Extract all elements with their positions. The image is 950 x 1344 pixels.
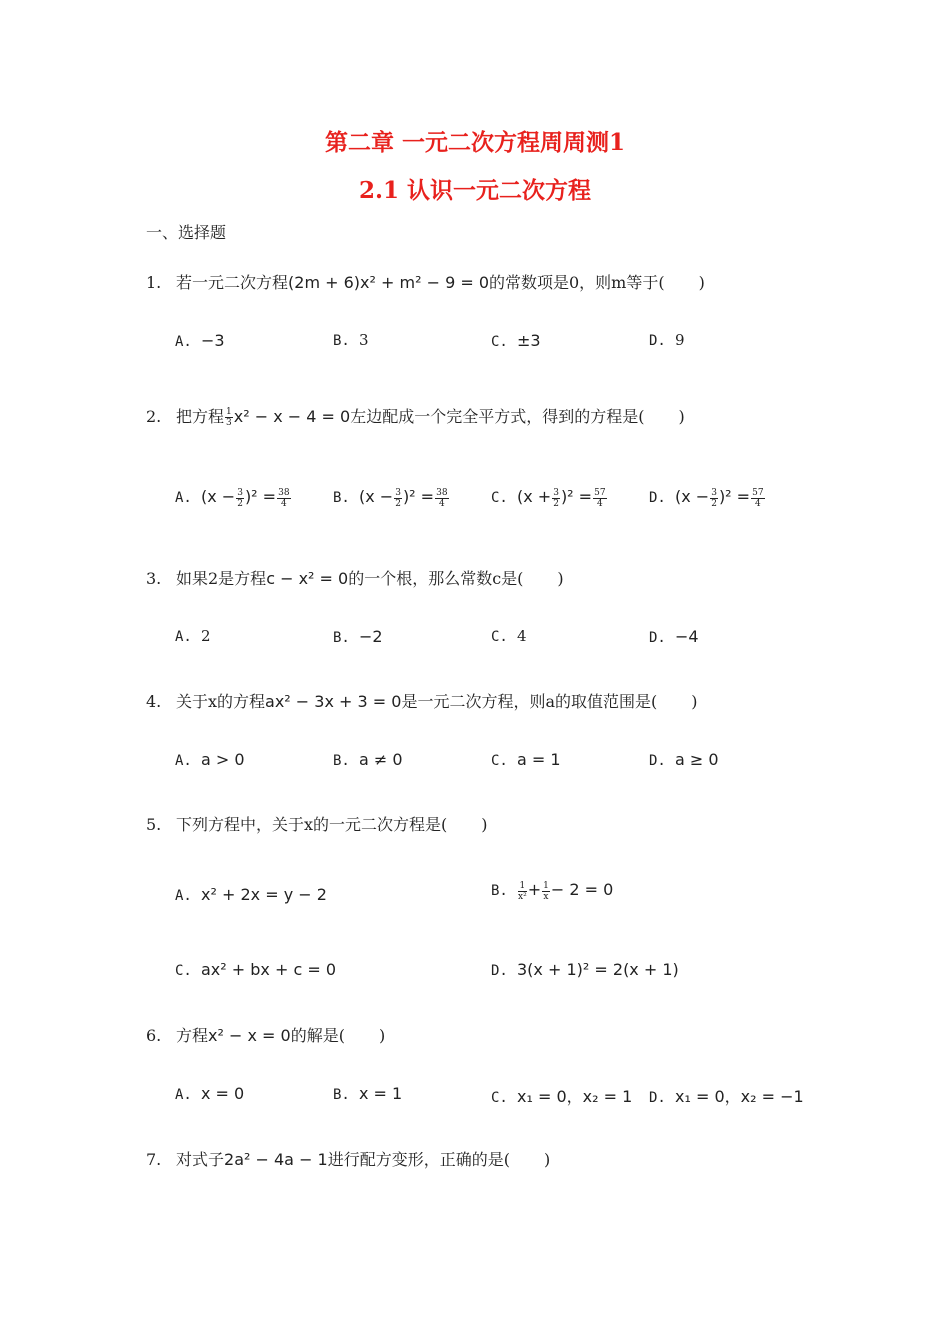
option-d[interactable] (649, 1084, 804, 1107)
option-label: B. (333, 630, 350, 646)
question-text-tail: 的一个根，那么常数c是( (348, 569, 524, 588)
option-value: a ≥ 0 (675, 750, 719, 769)
question-text: 把方程 (176, 407, 225, 426)
option-label: B. (333, 1087, 350, 1103)
option-value: (x − (359, 487, 394, 506)
option-b[interactable] (333, 627, 383, 646)
section-heading: 一、选择题 (146, 223, 227, 242)
question-text-tail: 左边配成一个完全平方式，得到的方程是( (350, 407, 645, 426)
option-value: a > 0 (201, 750, 245, 769)
option-value: x₁ = 0，x₂ = 1 (517, 1087, 633, 1106)
close-paren: ) (691, 692, 698, 711)
question-4 (146, 689, 698, 712)
option-value: x = 0 (201, 1084, 245, 1103)
option-value: + (527, 880, 542, 899)
question-equation: x² − x − 4 = 0 (233, 407, 351, 426)
option-value: 3(x + 1)² = 2(x + 1) (517, 960, 679, 979)
fraction: $\frac{3}{2}$ (711, 487, 717, 509)
option-label: C. (491, 753, 508, 769)
question-equation: 2a² − 4a − 1 (224, 1150, 328, 1169)
option-b[interactable] (333, 331, 369, 349)
option-label: B. (333, 333, 350, 349)
option-value: 3 (359, 331, 369, 349)
option-label: A. (175, 490, 192, 506)
close-paren: ) (481, 815, 488, 834)
option-label: B. (491, 883, 508, 899)
option-label: B. (333, 753, 350, 769)
option-a[interactable] (175, 487, 292, 509)
option-c[interactable] (491, 331, 541, 350)
question-equation: c − x² = 0 (266, 569, 349, 588)
option-value: (x + (517, 487, 552, 506)
question-equation: (2m + 6)x² + m² − 9 = 0 (288, 273, 489, 292)
option-label: D. (649, 490, 666, 506)
option-a[interactable] (175, 1084, 244, 1103)
option-label: A. (175, 629, 192, 645)
question-number: 3. (146, 569, 162, 588)
question-number: 7. (146, 1150, 162, 1169)
question-text: 方程 (176, 1026, 209, 1045)
question-text-tail: 是一元二次方程，则a的取值范围是( (401, 692, 658, 711)
option-a[interactable] (175, 331, 225, 350)
question-5 (146, 812, 488, 835)
fraction: $\frac{3}{2}$ (237, 487, 243, 509)
fraction: $\frac{38}{4}$ (278, 487, 290, 509)
option-b[interactable] (333, 487, 450, 509)
question-3 (146, 566, 564, 589)
page-title: 第二章 一元二次方程周周测1 (324, 129, 625, 156)
question-text-tail: 的常数项是0，则m等于( (489, 273, 665, 292)
fraction: $\frac{38}{4}$ (436, 487, 448, 509)
question-equation: ax² − 3x + 3 = 0 (265, 692, 402, 711)
option-label: C. (491, 490, 508, 506)
question-number: 6. (146, 1026, 162, 1045)
question-number: 5. (146, 815, 162, 834)
page-subtitle: 2.1 认识一元二次方程 (358, 177, 592, 204)
close-paren: ) (378, 1026, 386, 1045)
question-text: 关于x的方程 (176, 692, 266, 711)
option-value: ax² + bx + c = 0 (201, 960, 337, 979)
question-1 (146, 270, 705, 293)
option-value: −2 (359, 627, 383, 646)
option-label: D. (649, 630, 666, 646)
close-paren: ) (543, 1150, 551, 1169)
option-d[interactable] (491, 960, 679, 979)
fraction: $\frac{1}{\text{x²}}$ (518, 880, 527, 902)
question-text: 下列方程中，关于x的一元二次方程是( (176, 815, 448, 834)
option-value: −4 (675, 627, 699, 646)
option-label: A. (175, 1087, 192, 1103)
option-c[interactable] (491, 1084, 632, 1107)
question-number: 2. (146, 407, 162, 426)
option-d[interactable] (649, 627, 699, 646)
fraction: $\frac{57}{4}$ (752, 487, 764, 509)
question-text: 若一元二次方程 (176, 273, 289, 292)
option-value: 4 (517, 627, 527, 645)
option-value: )² = (244, 487, 277, 506)
fraction: $\frac{1}{x}$ (543, 880, 549, 902)
option-d[interactable] (649, 750, 719, 769)
option-value: )² = (718, 487, 751, 506)
option-value: −3 (201, 331, 225, 350)
close-paren: ) (557, 569, 564, 588)
option-b[interactable] (333, 1084, 402, 1103)
fraction: $\frac{1}{3}$ (226, 407, 232, 428)
option-value: a ≠ 0 (359, 750, 403, 769)
option-c[interactable] (491, 487, 608, 509)
option-label: A. (175, 334, 192, 350)
option-label: D. (491, 963, 508, 979)
option-b[interactable] (333, 750, 403, 769)
option-value: 9 (675, 331, 685, 349)
option-label: C. (175, 963, 192, 979)
option-label: C. (491, 629, 508, 645)
option-value: (x − (675, 487, 710, 506)
option-label: D. (649, 1090, 666, 1106)
option-value: − 2 = 0 (550, 880, 614, 899)
option-label: C. (491, 1090, 508, 1106)
question-text: 对式子 (176, 1150, 225, 1169)
option-value: )² = (402, 487, 435, 506)
option-d[interactable] (649, 331, 685, 349)
close-paren: ) (698, 273, 705, 292)
option-value: )² = (560, 487, 593, 506)
option-label: A. (175, 888, 192, 904)
option-b[interactable] (491, 880, 613, 902)
option-value: x = 1 (359, 1084, 403, 1103)
option-c[interactable] (491, 750, 561, 769)
fraction: $\frac{57}{4}$ (594, 487, 606, 509)
question-number: 4. (146, 692, 162, 711)
option-value: ±3 (517, 331, 541, 350)
option-label: A. (175, 753, 192, 769)
question-text: 如果2是方程 (176, 569, 267, 588)
option-a[interactable] (175, 885, 327, 904)
option-label: B. (333, 490, 350, 506)
option-label: C. (491, 334, 508, 350)
option-d[interactable] (649, 487, 766, 509)
option-label: D. (649, 753, 666, 769)
option-value: a = 1 (517, 750, 561, 769)
option-value: 2 (201, 627, 211, 645)
option-value: x² + 2x = y − 2 (201, 885, 327, 904)
close-paren: ) (678, 407, 685, 426)
question-2 (146, 404, 685, 428)
question-equation: x² − x = 0 (208, 1026, 291, 1045)
option-value: (x − (201, 487, 236, 506)
question-number: 1. (146, 273, 162, 292)
option-c[interactable] (491, 627, 527, 645)
option-value: x₁ = 0，x₂ = −1 (675, 1087, 804, 1106)
option-c[interactable] (175, 960, 336, 979)
question-text-tail: 的解是( (290, 1026, 345, 1045)
fraction: $\frac{3}{2}$ (395, 487, 401, 509)
question-6 (146, 1023, 385, 1046)
question-7 (146, 1147, 550, 1170)
question-text-tail: 进行配方变形，正确的是( (327, 1150, 510, 1169)
option-label: D. (649, 333, 666, 349)
option-a[interactable] (175, 750, 245, 769)
option-a[interactable] (175, 627, 211, 645)
fraction: $\frac{3}{2}$ (553, 487, 559, 509)
